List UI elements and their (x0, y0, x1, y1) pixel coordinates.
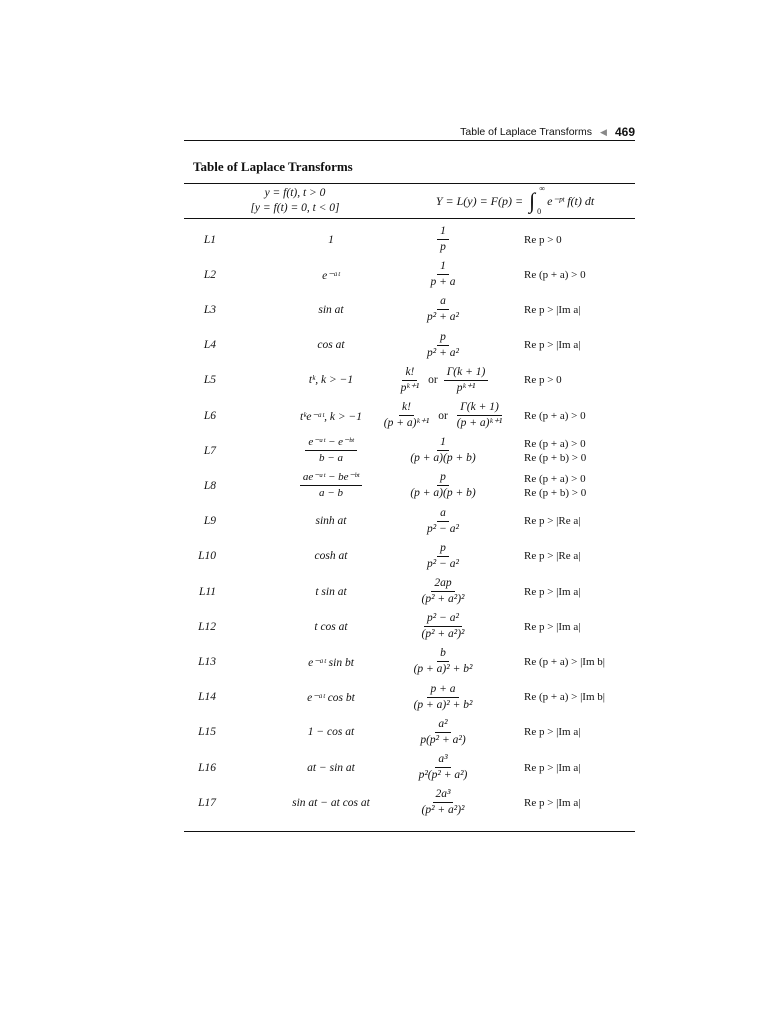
row-transform (348, 328, 538, 363)
table-row (184, 750, 635, 785)
transform-denominator: (p² + a²)² (421, 804, 465, 817)
transform-denominator: (p + a)² + b² (413, 663, 473, 676)
transform-fraction (407, 471, 478, 500)
header-transform-column (400, 185, 630, 217)
row-transform (348, 433, 538, 468)
row-transform (348, 750, 538, 785)
row-id: L5 (203, 374, 216, 387)
transform-numerator: a³ (435, 753, 450, 768)
transform-denominator-alt: pᵏ⁺¹ (456, 381, 476, 394)
header-transform-right: e⁻ᵖᵗ f(t) dt (547, 193, 595, 208)
row-transform (348, 292, 538, 327)
row-id: L10 (198, 550, 216, 563)
table-row (184, 328, 635, 363)
row-condition (524, 715, 644, 750)
row-condition (524, 644, 644, 679)
table-row (184, 257, 635, 292)
triangle-left-icon: ◀ (600, 126, 607, 137)
table-row (184, 574, 635, 609)
table-row (184, 785, 635, 820)
transform-fraction (427, 260, 458, 289)
transform-fraction (418, 788, 467, 817)
transform-numerator: p (437, 471, 449, 486)
header-transform-left: Y = L(y) = F(p) = (435, 193, 524, 208)
row-condition (524, 539, 644, 574)
transform-denominator: p² − a² (427, 557, 459, 570)
transform-fraction-alt (454, 401, 505, 430)
row-id: L4 (203, 339, 216, 352)
condition-line: Re (p + a) > |Im b| (524, 691, 605, 704)
header-bottom-rule (184, 218, 635, 219)
transform-fraction (417, 718, 468, 747)
transform-numerator: 1 (437, 436, 449, 451)
row-function: at − sin at (307, 761, 355, 774)
row-transform (348, 539, 538, 574)
row-id: L14 (198, 691, 216, 704)
table-row (184, 609, 635, 644)
row-condition (524, 750, 644, 785)
row-condition (524, 574, 644, 609)
integral-sign: ∫ ∞ 0 (529, 184, 546, 216)
condition-line: Re p > |Im a| (524, 303, 581, 316)
row-function: t sin at (315, 585, 347, 598)
table-title: Table of Laplace Transforms (193, 159, 353, 174)
row-id: L2 (203, 268, 216, 281)
row-id: L16 (198, 761, 216, 774)
bottom-rule (184, 831, 635, 832)
transform-numerator-alt: Γ(k + 1) (444, 366, 489, 381)
row-condition (524, 504, 644, 539)
row-transform (348, 785, 538, 820)
integral-upper-limit: ∞ (539, 184, 546, 193)
table-row (184, 292, 635, 327)
transform-fraction (437, 225, 449, 254)
row-function: t cos at (314, 620, 348, 633)
transform-numerator: p (437, 542, 449, 557)
transform-fraction (381, 401, 432, 430)
row-condition (524, 222, 644, 257)
row-condition (524, 292, 644, 327)
row-id: L11 (198, 585, 216, 598)
row-transform (348, 468, 538, 503)
condition-line: Re p > |Re a| (524, 550, 581, 563)
transform-denominator-alt: (p + a)ᵏ⁺¹ (456, 417, 503, 429)
transform-denominator: (p² + a²)² (421, 593, 465, 605)
row-condition (524, 468, 644, 503)
transform-fraction (398, 366, 423, 395)
header-function-line2: [y = f(t) = 0, t < 0] (250, 202, 340, 214)
header-top-rule (184, 183, 635, 184)
condition-line: Re (p + b) > 0 (524, 486, 587, 499)
row-id: L17 (198, 796, 216, 809)
function-denominator: a − b (319, 487, 343, 500)
table-row (184, 222, 635, 257)
row-function: 1 − cos at (307, 726, 355, 739)
row-condition (524, 680, 644, 715)
function-denominator: b − a (319, 452, 343, 465)
condition-line: Re p > 0 (524, 374, 562, 387)
row-function: tᵏe⁻ᵃᵗ, k > −1 (300, 410, 362, 423)
transform-fraction (424, 542, 462, 571)
transform-fraction (424, 331, 462, 360)
table-row (184, 644, 635, 679)
transform-denominator: (p + a)ᵏ⁺¹ (383, 417, 430, 429)
row-condition (524, 609, 644, 644)
transform-fraction (411, 683, 476, 712)
row-function: e⁻ᵃᵗ cos bt (307, 692, 355, 705)
row-id: L8 (203, 479, 216, 492)
transform-numerator: 2a³ (433, 788, 454, 803)
row-condition (524, 328, 644, 363)
transform-fraction (418, 612, 467, 641)
transform-fraction (418, 577, 467, 606)
row-id: L9 (203, 515, 216, 528)
transform-numerator: a (437, 507, 449, 522)
transform-numerator: k! (399, 401, 414, 416)
condition-line: Re (p + a) > 0 (524, 409, 586, 422)
condition-line: Re p > |Im a| (524, 796, 581, 809)
transform-numerator: 1 (437, 225, 449, 240)
row-id: L12 (198, 620, 216, 633)
row-function: cos at (317, 339, 345, 352)
condition-line: Re p > |Im a| (524, 339, 581, 352)
row-transform (348, 644, 538, 679)
transform-denominator: p(p² + a²) (420, 733, 466, 746)
table-row (184, 715, 635, 750)
condition-line: Re p > 0 (524, 233, 562, 246)
table-row (184, 504, 635, 539)
transform-denominator: (p + a)² + b² (413, 698, 473, 711)
row-condition (524, 785, 644, 820)
transform-denominator: pᵏ⁺¹ (400, 381, 420, 394)
table-row (184, 468, 635, 503)
condition-line: Re p > |Im a| (524, 726, 581, 739)
transform-fraction (416, 753, 471, 782)
transform-denominator: (p² + a²)² (421, 628, 465, 641)
transform-numerator: b (437, 647, 449, 662)
row-condition (524, 398, 644, 433)
row-function: 1 (328, 233, 334, 246)
table-row (184, 680, 635, 715)
table-row (184, 398, 635, 433)
row-transform (348, 609, 538, 644)
table-row (184, 539, 635, 574)
row-function: e⁻ᵃᵗ (322, 269, 340, 282)
transform-numerator: k! (402, 366, 417, 381)
header-function-line1: y = f(t), t > 0 (264, 187, 326, 199)
transform-denominator: (p + a)(p + b) (410, 487, 476, 500)
row-transform (348, 222, 538, 257)
transform-numerator: p² − a² (424, 612, 462, 627)
or-text: or (428, 374, 438, 387)
row-transform (348, 398, 538, 433)
condition-line: Re (p + b) > 0 (524, 451, 587, 464)
transform-numerator: 1 (437, 260, 449, 275)
row-function: tᵏ, k > −1 (308, 374, 354, 387)
transform-numerator: p (437, 331, 449, 346)
transform-denominator: p² + a² (427, 311, 459, 324)
row-id: L3 (203, 303, 216, 316)
row-transform (348, 363, 538, 398)
row-id: L1 (203, 233, 216, 246)
condition-line: Re p > |Im a| (524, 585, 581, 598)
transform-numerator: 2ap (431, 577, 454, 592)
condition-line: Re (p + a) > 0 (524, 437, 586, 450)
or-text: or (438, 409, 448, 422)
condition-line: Re (p + a) > |Im b| (524, 655, 605, 668)
row-transform (348, 257, 538, 292)
row-function: sin at − at cos at (292, 796, 370, 809)
header-function-column (200, 186, 390, 216)
condition-line: Re p > |Im a| (524, 761, 581, 774)
transform-fraction (411, 647, 476, 676)
row-id: L15 (198, 726, 216, 739)
transform-denominator: (p + a)(p + b) (410, 452, 476, 465)
row-function: sinh at (315, 515, 347, 528)
transform-numerator: a² (435, 718, 450, 733)
table-row (184, 433, 635, 468)
top-rule (184, 140, 635, 141)
transform-denominator: p² + a² (427, 346, 459, 359)
transform-fraction (424, 507, 462, 536)
row-transform (348, 715, 538, 750)
row-id: L6 (203, 409, 216, 422)
page-number: 469 (614, 125, 635, 139)
function-numerator: ae⁻ᵃᵗ − be⁻ᵇᵗ (300, 471, 362, 486)
transform-numerator-alt: Γ(k + 1) (457, 401, 502, 416)
transform-denominator: p²(p² + a²) (418, 769, 468, 781)
condition-line: Re p > |Im a| (524, 620, 581, 633)
row-function: e⁻ᵃᵗ sin bt (308, 656, 354, 669)
row-id: L13 (198, 655, 216, 668)
condition-line: Re (p + a) > 0 (524, 472, 586, 485)
integral-lower-limit: 0 (537, 207, 542, 216)
row-function: cosh at (314, 550, 348, 563)
transform-denominator: p² − a² (427, 522, 459, 535)
table-row (184, 363, 635, 398)
row-id: L7 (203, 444, 216, 457)
transform-fraction (407, 436, 478, 465)
row-transform (348, 504, 538, 539)
transform-denominator: p (440, 241, 446, 253)
transform-numerator: p + a (427, 683, 458, 698)
row-function: sin at (318, 303, 344, 316)
function-numerator: e⁻ᵃᵗ − e⁻ᵇᵗ (305, 436, 356, 451)
transform-fraction (424, 295, 462, 324)
condition-line: Re (p + a) > 0 (524, 268, 586, 281)
running-head (184, 124, 635, 140)
running-head-title: Table of Laplace Transforms (460, 126, 593, 138)
transform-numerator: a (437, 295, 449, 310)
condition-line: Re p > |Re a| (524, 515, 581, 528)
row-condition (524, 363, 644, 398)
row-transform (348, 680, 538, 715)
row-transform (348, 574, 538, 609)
transform-denominator: p + a (430, 276, 456, 289)
transform-fraction-alt (444, 366, 489, 395)
row-condition (524, 257, 644, 292)
row-condition (524, 433, 644, 468)
